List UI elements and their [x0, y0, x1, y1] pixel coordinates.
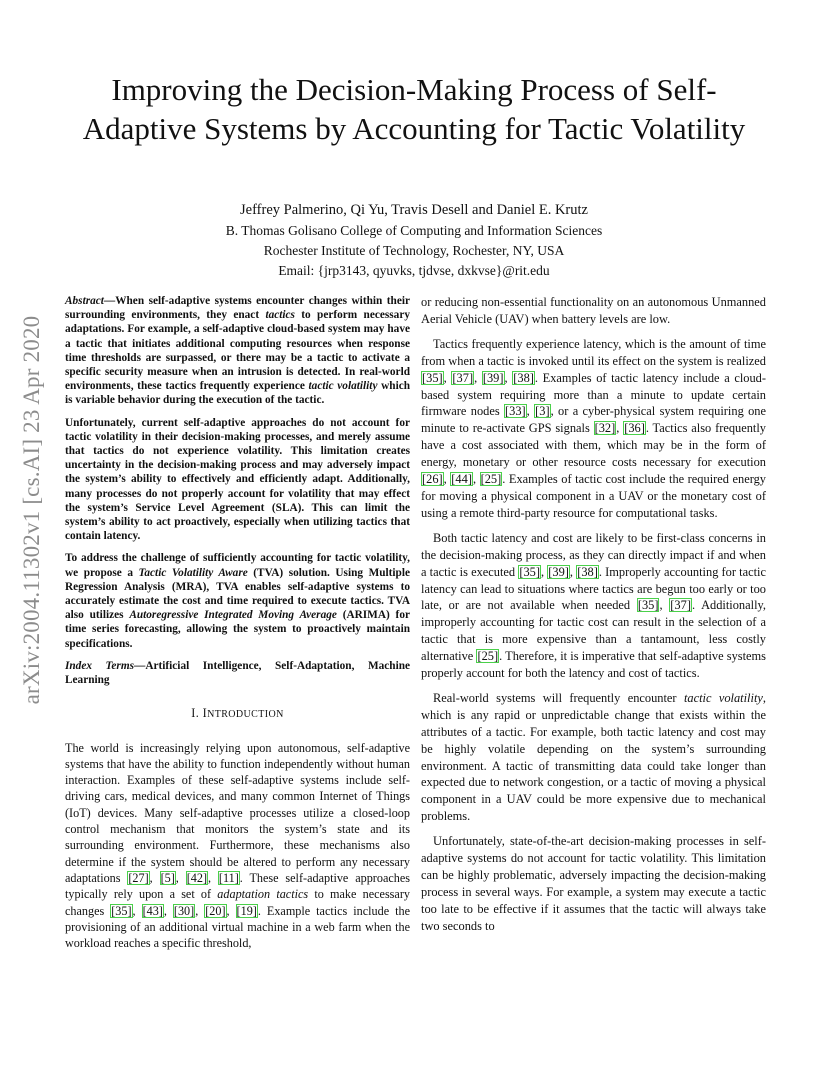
- right-paragraph-1: Tactics frequently experience latency, which is the amount of time from when a tactic is invoked until its effect on the system is realized [35], [37], [39], [38]. Examples of tactic latency include a cloud-based system requiring more than a minute to update certain firmware nodes [33], [3], or a cyber-physical system requiring one minute to re-activate GPS signals [32], [36]. Tactics also frequently have a cost associated with them, which may be in the form of energy, monetary or other resource costs necessary for execution [26], [44], [25]. Examples of tactic cost include the required energy for moving a physical component in a UAV or the monetary cost of using a remote third-party resource for computational tasks.: [421, 336, 767, 520]
- citation-link[interactable]: [37]: [670, 598, 691, 613]
- affiliation-college: B. Thomas Golisano College of Computing and Information Sciences: [225, 223, 603, 238]
- right-paragraph-2: Both tactic latency and cost are likely to be first-class concerns in the decision-making process, as they can directly impact if and when a tactic is executed [35], [39], [38]. Improperly accounting for tactic latency can lead to situations where tactics are begun too early or too late, or are not available when needed [35], [37]. Additionally, improperly accounting for tactic cost can result in the selection of a tactic that is more expensive than a tantamount, less costly alternative [25]. Therefore, it is imperative that self-adaptive systems properly account for both the latency and cost of tactics.: [421, 530, 766, 681]
- citation-link[interactable]: [43]: [142, 903, 163, 918]
- citation-link[interactable]: [35]: [422, 370, 443, 385]
- right-column: [421, 294, 766, 943]
- citation-link[interactable]: [35]: [637, 598, 659, 613]
- arxiv-identifier: arXiv:2004.11302v1 [cs.AI] 23 Apr 2020: [19, 315, 44, 705]
- section-heading-introduction: I. INTRODUCTION: [191, 706, 284, 721]
- author-names: Jeffrey Palmerino, Qi Yu, Travis Desell and Daniel E. Krutz: [240, 202, 588, 218]
- citation-link[interactable]: [38]: [513, 370, 534, 385]
- abstract-paragraph-2: Unfortunately, current self-adaptive approaches do not account for tactic volatility in their decision-making processes, and merely assume that tactics do not experience volatility. This limitation creates uncertainty in the decision-making process and may adversely impact the system’s ability to effectively and efficiently adapt. Additionally, many processes do not properly account for volatility that may effect the system’s Service Level Agreement (SLA). This can limit the system’s ability to act proactively, especially when utilizing tactics that contain latency.: [65, 416, 410, 543]
- intro-paragraph-1: The world is increasingly relying upon autonomous, self-adaptive systems that have the ability to function independently without human interaction. Examples of these self-adaptive systems include self-driving cars, medical devices, and many common Internet of Things (IoT) devices. Many self-adaptive processes utilize a closed-loop control mechanism that monitors the system’s state and its surrounding environment. Furthermore, these mechanisms also determine if the system should be altered to perform any necessary adaptations [27], [5], [42], [11]. These self-adaptive approaches typically rely upon a set of adaptation tactics to make necessary changes [35], [43], [30], [20], [19]. Example tactics include the provisioning of an additional virtual machine in a web farm when the workload reaches a specific threshold,: [65, 740, 411, 951]
- paper-title: Improving the Decision-Making Process of Self-Adaptive Systems by Accounting for Tactic Volatility: [82, 72, 746, 146]
- abstract-label: Abstract: [65, 295, 104, 307]
- author-email: Email: {jrp3143, qyuvks, tjdvse, dxkvse}@rit.edu: [278, 263, 550, 278]
- citation-link[interactable]: [3]: [535, 404, 550, 419]
- citation-link[interactable]: [5]: [160, 870, 175, 885]
- citation-link[interactable]: [39]: [548, 564, 569, 579]
- arxiv-sidebar: [16, 290, 48, 730]
- citation-link[interactable]: [39]: [482, 370, 504, 385]
- citation-link[interactable]: [38]: [577, 564, 598, 579]
- citation-link[interactable]: [42]: [186, 870, 208, 885]
- citation-link[interactable]: [11]: [218, 870, 239, 885]
- citation-link[interactable]: [44]: [451, 472, 472, 487]
- citation-link[interactable]: [20]: [205, 903, 226, 918]
- left-column: [65, 294, 410, 959]
- citation-link[interactable]: [35]: [519, 564, 540, 579]
- right-paragraph-4: Unfortunately, state-of-the-art decision-making processes in self-adaptive systems do not account for tactic volatility. This limitation can be highly problematic, adversely impacting the decision-making process in several ways. For example, a system may execute a tactic too late to be effective if it assumes that the tactic will always take two seconds to: [421, 834, 766, 933]
- citation-link[interactable]: [25]: [477, 649, 499, 664]
- citation-link[interactable]: [36]: [624, 421, 645, 436]
- citation-link[interactable]: [30]: [173, 903, 195, 918]
- citation-link[interactable]: [19]: [236, 903, 257, 918]
- right-paragraph-3: Real-world systems will frequently encounter tactic volatility, which is any rapid or unpredictable change that exists within the attributes of a tactic. For example, both tactic latency and cost may be highly volatile depending on the system’s surrounding environment. A tactic of transmitting data could take longer than expected due to network congestion, or a tactic of moving a physical component in a UAV could be more expensive due to mechanical problems.: [421, 690, 766, 824]
- affiliation-institute: Rochester Institute of Technology, Rochester, NY, USA: [263, 243, 565, 258]
- abstract-paragraph-1: Abstract—When self-adaptive systems encounter changes within their surrounding environments, they enact tactics to perform necessary adaptations. For example, a self-adaptive cloud-based system may have a tactic that initiates additional computing resources when response time thresholds are surpassed, or there may be a tactic to activate a specific security measure when an intrusion is detected. In real-world environments, these tactics frequently experience tactic volatility which is variable behavior during the execution of the tactic.: [65, 295, 411, 407]
- citation-link[interactable]: [27]: [128, 870, 149, 885]
- abstract-paragraph-3: To address the challenge of sufficiently accounting for tactic volatility, we propose a Tactic Volatility Aware (TVA) solution. Using Multiple Regression Analysis (MRA), TVA enables self-adaptive systems to accurately estimate the cost and time required to execute tactics. TVA also utilizes Autoregressive Integrated Moving Average (ARIMA) for time series forecasting, allowing the system to proactively maintain specifications.: [65, 552, 410, 650]
- abstract: [65, 294, 410, 687]
- index-terms: Index Terms—Artificial Intelligence, Self-Adaptation, Machine Learning: [65, 659, 411, 687]
- citation-link[interactable]: [35]: [111, 903, 132, 918]
- citation-link[interactable]: [33]: [505, 404, 526, 419]
- index-terms-label: Index Terms: [65, 659, 135, 672]
- citation-link[interactable]: [26]: [422, 472, 443, 487]
- citation-link[interactable]: [25]: [480, 472, 502, 487]
- right-paragraph-0: or reducing non-essential functionality on an autonomous Unmanned Aerial Vehicle (UAV) when battery levels are low.: [421, 295, 766, 326]
- author-block: [100, 200, 728, 281]
- citation-link[interactable]: [32]: [594, 421, 616, 436]
- citation-link[interactable]: [37]: [452, 370, 474, 385]
